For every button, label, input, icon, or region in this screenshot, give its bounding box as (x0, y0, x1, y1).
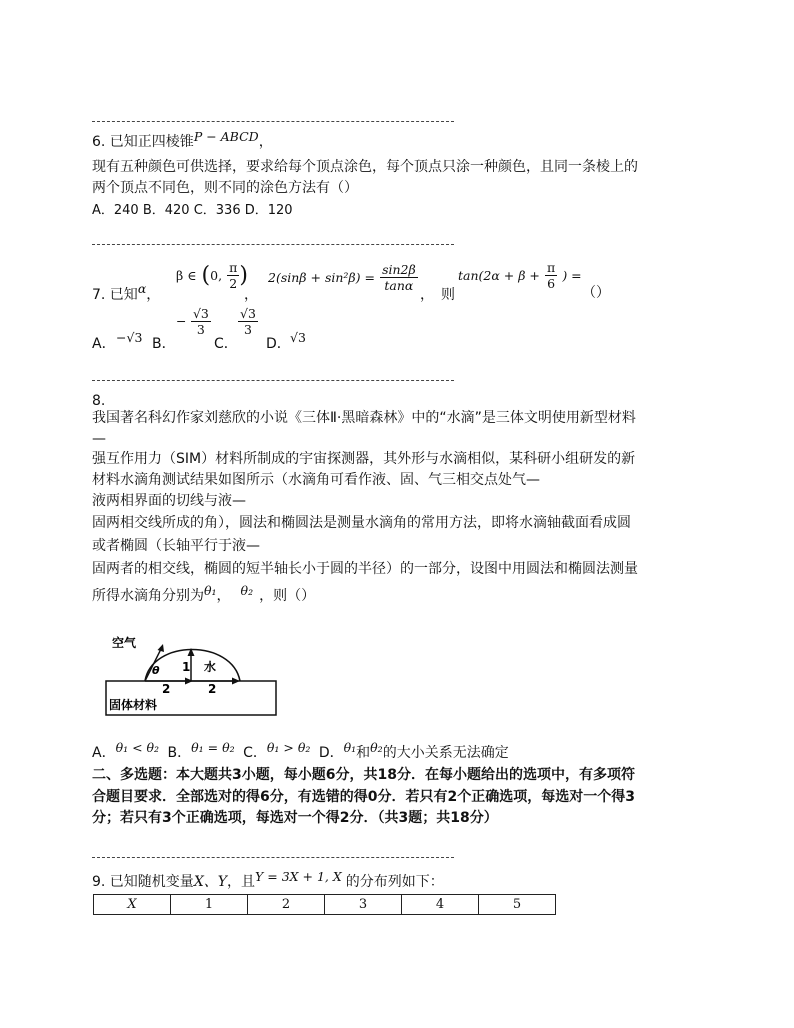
q7-prefix (92, 281, 161, 305)
q7-tan-left: tan(2α + β + (458, 268, 540, 283)
section2-line1: 二、多选题：本大题共3小题，每小题6分，共18分．在每小题给出的选项中，有多项符 (92, 767, 635, 783)
section2-line2: 合题目要求．全部选对的得6分，有选错的得0分．若只有2个正确选项，每选对一个得3 (92, 789, 635, 805)
q8-option-b-value: θ₁ = θ₂ (191, 740, 235, 755)
q7-blank: （） (582, 285, 610, 301)
q9-relation: Y = 3X + 1, X (255, 869, 342, 884)
q8-line7: 或者椭圆（长轴平行于液— (92, 538, 260, 554)
air-label: 空气 (112, 636, 137, 650)
q6-line3: 两个顶点不同色，则不同的涂色方法有（） (92, 180, 358, 196)
q8-theta2: θ₂ (240, 583, 254, 598)
q7-comma: ， (146, 287, 161, 303)
water-label: 水 (204, 660, 217, 674)
water-drop-figure (100, 625, 290, 720)
q6-pyramid-math: P − ABCD (193, 129, 259, 144)
q7-tan-expression (458, 260, 582, 291)
separator-line (92, 121, 454, 122)
q7-equation (268, 262, 418, 293)
tangent-arrow-head (158, 644, 165, 652)
q8-option-d-label: D． (318, 745, 344, 761)
table-cell: 1 (171, 895, 248, 915)
q9-distribution-table (93, 894, 556, 915)
table-cell: X (94, 895, 171, 915)
q8-line8: 固两者的相交线，椭圆的短半轴长小于圆的半径）的一部分，设图中用圆法和椭圆法测量 (92, 561, 638, 577)
q8-options: A．θ₁ < θ₂ B．θ₁ = θ₂ C．θ₁ > θ₂ D．θ₁和θ₂的大小关系无法确定 (92, 740, 509, 761)
q8-option-d-theta2: θ₂ (370, 740, 383, 755)
q7-then: 则 (441, 287, 455, 303)
q7-option-a-label: A． (92, 336, 116, 352)
section2-line3: 分；若只有3个正确选项，每选对一个得2分．（共3题；共18分） (92, 810, 498, 826)
q7-tan-frac: $\frac{\pi}{6}$ (547, 260, 556, 291)
theta-label: θ (152, 664, 160, 677)
q7-beta-frac: $\frac{\pi}{2}$ (229, 260, 238, 291)
separator-line (92, 244, 454, 245)
q8-line3: 强互作用力（SIM）材料所制成的宇宙探测器，其外形与水滴相似，某科研小组研发的新 (92, 451, 636, 467)
q9-vars: X、Y (193, 874, 228, 890)
q6-line2: 现有五种颜色可供选择，要求给每个顶点涂色，每个顶点只涂一种颜色，且同一条棱上的 (92, 159, 638, 175)
q7-tan-right: ) = (562, 268, 582, 283)
q7-option-c-value: $\frac{√3}{3}$ (240, 306, 256, 337)
q8-option-c-label: C． (243, 745, 267, 761)
table-cell: 2 (248, 895, 325, 915)
q8-option-a-value: θ₁ < θ₂ (115, 740, 160, 755)
table-row (94, 895, 556, 915)
q6-comma: ， (258, 134, 273, 150)
q8-line2: — (92, 431, 106, 447)
q8-theta1: θ₁ (204, 583, 217, 598)
height-label: 1 (182, 660, 191, 674)
q8-line4: 材料水滴角测试结果如图所示（水滴角可看作液、固、气三相交点处气— (92, 472, 540, 488)
table-cell: 5 (479, 895, 556, 915)
q7-beta-in: β ∈ (176, 268, 197, 283)
q8-line5: 液两相界面的切线与液— (92, 493, 246, 509)
separator-line (92, 380, 454, 381)
q7-option-a-value: −√3 (116, 330, 143, 345)
q7-eq-frac: $\frac{\sin 2\beta}{\tan\alpha}$ (382, 262, 416, 293)
q7-option-b-value: − $\frac{√3}{3}$ (176, 306, 209, 337)
q7-beta-condition: β ∈ (0, $\frac{\pi}{2}$ ) (176, 260, 248, 291)
q6-line1 (92, 129, 273, 152)
q7-comma2: ， (244, 287, 258, 303)
q7-option-d-label: D． (266, 336, 291, 352)
q6-options: A．240 B．420 C．336 D．120 (92, 203, 293, 218)
q6-prefix: 6. 已知正四棱锥 (92, 134, 194, 150)
table-cell: 3 (325, 895, 402, 915)
q7-option-c-label: C． (214, 336, 238, 352)
separator-line (92, 857, 454, 858)
q8-line1: 我国著名科幻作家刘慈欣的小说《三体Ⅱ·黑暗森林》中的“水滴”是三体文明使用新型材料 (92, 410, 636, 426)
q7-prefix-text: 7. 已知 (92, 287, 138, 303)
solid-label: 固体材料 (109, 698, 158, 712)
q8-line9: 所得水滴角分别为θ₁， θ₂ ，则（） (92, 583, 316, 604)
q8-line6: 固两相交线所成的角），圆法和椭圆法是测量水滴角的常用方法，即将水滴轴截面看成圆 (92, 515, 631, 531)
q8-option-d-theta1: θ₁ (343, 740, 357, 755)
half-base-left-label: 2 (162, 682, 171, 696)
table-cell: 4 (402, 895, 479, 915)
q7-option-d-value: √3 (290, 330, 306, 345)
q7-comma3: ， (420, 287, 434, 303)
q7-option-b-label: B． (152, 336, 176, 352)
half-base-right-label: 2 (208, 682, 217, 696)
q9-line: 9. 已知随机变量X、Y，且Y = 3X + 1, X 的分布列如下： (92, 869, 444, 890)
q8-option-b-label: B． (167, 745, 192, 761)
q8-option-a-label: A． (92, 745, 116, 761)
q8-number: 8. (92, 393, 106, 409)
q7-alpha: α (137, 281, 147, 296)
q7-eq-left: 2(sinβ + sin²β) = (268, 270, 375, 285)
q8-option-c-value: θ₁ > θ₂ (266, 740, 311, 755)
